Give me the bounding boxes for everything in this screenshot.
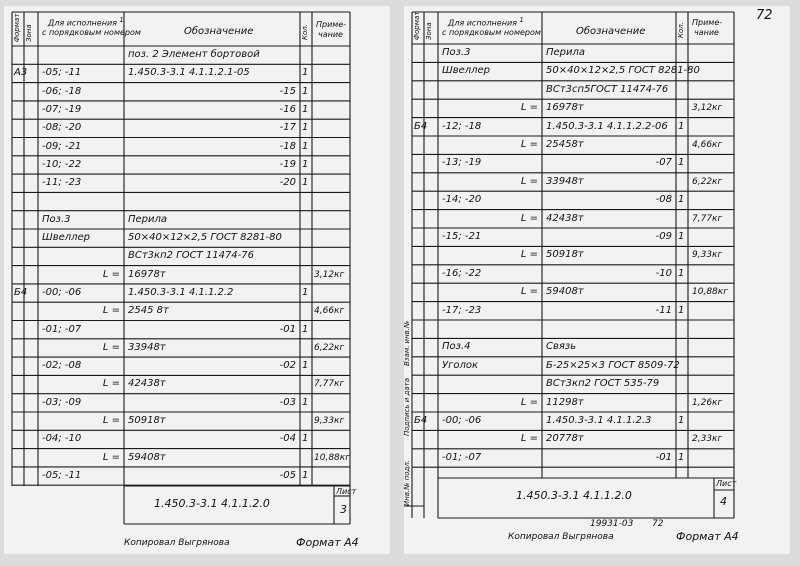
- row-number: L =: [520, 433, 538, 445]
- r-header-format: Формат: [413, 11, 421, 40]
- header-note: Приме-: [316, 20, 347, 29]
- row-qty: 1: [678, 267, 685, 279]
- side-label: Инв.№ подл.: [403, 459, 411, 506]
- left-stamp: 1.450.3-3.1 4.1.1.2.0: [154, 497, 270, 510]
- row-number: L =: [520, 102, 538, 114]
- row-designation: ВСт3кп2 ГОСТ 11474-76: [128, 250, 255, 262]
- row-qty: 1: [678, 304, 685, 316]
- row-qty: 1: [302, 469, 309, 481]
- r-header-by-numbers: с порядковым номером: [442, 28, 541, 37]
- row-designation: -10: [655, 267, 672, 279]
- header-note2: чание: [318, 30, 343, 39]
- header-for: Для исполнения: [48, 18, 117, 28]
- row-designation: -08: [655, 194, 672, 206]
- row-designation: -09: [655, 231, 672, 242]
- row-note: 9,33кг: [692, 250, 723, 261]
- row-designation: -11: [655, 304, 672, 316]
- row-number: Поз.3: [42, 213, 71, 225]
- row-qty: 1: [302, 433, 309, 445]
- row-number: -08; -20: [42, 122, 82, 134]
- row-number: -12; -18: [442, 120, 482, 132]
- right-order: 19931-03: [590, 519, 634, 529]
- row-number: -17; -23: [442, 304, 482, 316]
- row-qty: 1: [302, 360, 309, 372]
- right-stamp: 1.450.3-3.1 4.1.1.2.0: [516, 489, 632, 502]
- row-zone: Б4: [14, 286, 28, 298]
- row-qty: 1: [678, 194, 685, 206]
- row-designation: 33948т: [128, 341, 166, 353]
- row-qty: 1: [302, 85, 309, 97]
- row-designation: 20778т: [546, 433, 584, 445]
- row-designation: -19: [279, 158, 296, 170]
- row-designation: ВСт3сп5ГОСТ 11474-76: [546, 83, 669, 95]
- row-note: 10,88кг: [314, 452, 350, 463]
- right-order-page: 72: [652, 519, 664, 529]
- row-designation: 25458т: [546, 139, 584, 150]
- row-number: -13; -19: [442, 157, 482, 169]
- row-note: 2,33кг: [692, 434, 723, 445]
- row-designation: -16: [279, 103, 296, 115]
- row-number: -11; -23: [42, 177, 82, 189]
- row-number: L =: [520, 175, 538, 187]
- row-number: -06; -18: [42, 85, 82, 97]
- row-qty: 1: [302, 323, 309, 335]
- row-note: 4,66кг: [314, 306, 345, 317]
- row-designation: 59408т: [128, 451, 166, 463]
- row-designation: поз. 2 Элемент бортовой: [128, 49, 260, 60]
- row-qty: 1: [302, 67, 309, 79]
- row-number: L =: [102, 341, 120, 353]
- row-designation: 50×40×12×2,5 ГОСТ 8281-80: [128, 232, 282, 243]
- row-designation: -15: [279, 85, 296, 97]
- row-number: Швеллер: [42, 232, 91, 243]
- row-designation: 1.450.3-3.1 4.1.1.2.3: [546, 415, 652, 426]
- row-designation: 42438т: [546, 212, 584, 224]
- row-number: -07; -19: [42, 103, 82, 115]
- right-sheet-label: Лист: [716, 479, 737, 488]
- right-format: Формат А4: [676, 530, 739, 543]
- sheet-right: [404, 6, 790, 554]
- corner-page-number: 72: [756, 8, 773, 23]
- row-number: -09; -21: [42, 140, 82, 152]
- r-header-sup: 1: [519, 16, 524, 24]
- r-header-note: Приме-: [692, 18, 723, 27]
- row-number: -15; -21: [442, 231, 482, 242]
- row-number: L =: [520, 286, 538, 298]
- row-note: 4,66кг: [692, 140, 723, 150]
- row-designation: ВСт3кп2 ГОСТ 535-79: [546, 378, 660, 390]
- row-qty: 1: [678, 120, 685, 132]
- header-designation: Обозначение: [184, 26, 254, 37]
- row-zone: А3: [14, 67, 28, 79]
- left-format: Формат А4: [296, 536, 359, 549]
- row-note: 10,88кг: [692, 287, 728, 298]
- row-designation: -05: [279, 469, 296, 481]
- row-number: -02; -08: [42, 360, 82, 372]
- row-qty: 1: [302, 286, 309, 298]
- row-designation: 2545 8т: [128, 305, 169, 317]
- row-number: L =: [520, 396, 538, 408]
- row-number: -04; -10: [42, 433, 82, 445]
- r-header-note2: чание: [694, 28, 719, 37]
- header-sup: 1: [119, 16, 124, 24]
- row-number: L =: [520, 139, 538, 150]
- row-number: -10; -22: [42, 158, 82, 170]
- row-designation: -17: [279, 122, 296, 134]
- row-number: -03; -09: [42, 396, 82, 408]
- side-label: Подпись и дата: [403, 378, 411, 436]
- r-header-qty: Кол.: [677, 22, 685, 38]
- row-designation: Связь: [546, 341, 577, 353]
- side-label: Взам. инв.№: [403, 320, 411, 366]
- row-number: -16; -22: [442, 267, 482, 279]
- row-note: 9,33кг: [314, 416, 345, 426]
- row-number: L =: [102, 268, 120, 280]
- row-number: -05; -11: [42, 67, 82, 79]
- r-header-designation: Обозначение: [576, 26, 646, 37]
- row-number: Поз.3: [442, 47, 471, 58]
- row-note: 7,77кг: [314, 379, 345, 390]
- row-designation: Перила: [546, 47, 586, 58]
- row-qty: 1: [678, 415, 685, 426]
- row-designation: -01: [655, 451, 672, 463]
- row-designation: 50918т: [546, 249, 584, 261]
- row-zone: Б4: [414, 415, 428, 426]
- row-number: -05; -11: [42, 469, 82, 481]
- row-designation: 1.450.3-3.1 4.1.1.2.1-05: [128, 67, 250, 79]
- r-header-for: Для исполнения: [448, 18, 517, 28]
- right-copied: Копировал Выгрянова: [508, 532, 614, 542]
- row-designation: 42438т: [128, 378, 166, 390]
- row-designation: 16978т: [128, 268, 166, 280]
- row-number: -01; -07: [442, 451, 482, 463]
- row-designation: 59408т: [546, 286, 584, 298]
- row-qty: 1: [302, 158, 309, 170]
- row-number: Швеллер: [442, 65, 491, 77]
- row-number: L =: [520, 212, 538, 224]
- row-note: 6,22кг: [692, 176, 723, 187]
- row-designation: 50×40×12×2,5 ГОСТ 8281-80: [546, 65, 700, 77]
- row-designation: -04: [279, 433, 296, 445]
- row-designation: 16978т: [546, 102, 584, 114]
- row-number: L =: [102, 305, 120, 317]
- row-qty: 1: [678, 157, 685, 169]
- row-designation: Б-25×25×3 ГОСТ 8509-72: [546, 359, 680, 371]
- row-designation: -02: [279, 360, 296, 372]
- row-note: 3,12кг: [692, 103, 723, 114]
- header-zone: Зона: [25, 24, 33, 42]
- row-number: -01; -07: [42, 323, 82, 335]
- row-number: L =: [520, 249, 538, 261]
- left-sheet-no: 3: [340, 503, 347, 516]
- row-number: L =: [102, 451, 120, 463]
- row-note: 7,77кг: [692, 213, 723, 224]
- row-number: -00; -06: [42, 286, 82, 298]
- row-designation: 50918т: [128, 415, 166, 426]
- left-copied: Копировал Выгрянова: [124, 538, 230, 548]
- right-sheet-no: 4: [720, 495, 727, 508]
- row-designation: 1.450.3-3.1 4.1.1.2.2-06: [546, 120, 668, 132]
- row-designation: Перила: [128, 213, 168, 225]
- row-note: 6,22кг: [314, 342, 345, 353]
- row-number: Поз.4: [442, 341, 471, 353]
- row-designation: -07: [655, 157, 672, 169]
- row-designation: 11298т: [546, 396, 584, 408]
- row-qty: 1: [302, 396, 309, 408]
- row-number: Уголок: [442, 359, 479, 371]
- row-number: L =: [102, 415, 120, 426]
- row-note: 1,26кг: [692, 397, 723, 408]
- row-designation: 1.450.3-3.1 4.1.1.2.2: [128, 286, 234, 298]
- row-number: L =: [102, 378, 120, 390]
- row-qty: 1: [302, 140, 309, 152]
- row-qty: 1: [678, 451, 685, 463]
- header-format: Формат: [13, 13, 21, 42]
- row-designation: 33948т: [546, 175, 584, 187]
- row-qty: 1: [302, 103, 309, 115]
- header-qty: Кол.: [301, 24, 309, 40]
- row-number: -00; -06: [442, 415, 482, 426]
- left-sheet-label: Лист: [336, 487, 357, 496]
- r-header-zone: Зона: [425, 22, 433, 40]
- row-note: 3,12кг: [314, 269, 345, 280]
- row-qty: 1: [302, 122, 309, 134]
- row-qty: 1: [678, 231, 685, 242]
- row-number: -14; -20: [442, 194, 482, 206]
- row-qty: 1: [302, 177, 309, 189]
- header-by-numbers: с порядковым номером: [42, 28, 141, 37]
- row-designation: -20: [279, 177, 296, 189]
- sheet-left: [4, 6, 390, 554]
- row-designation: -18: [279, 140, 296, 152]
- row-designation: -01: [279, 323, 296, 335]
- row-designation: -03: [279, 396, 296, 408]
- row-zone: Б4: [414, 120, 428, 132]
